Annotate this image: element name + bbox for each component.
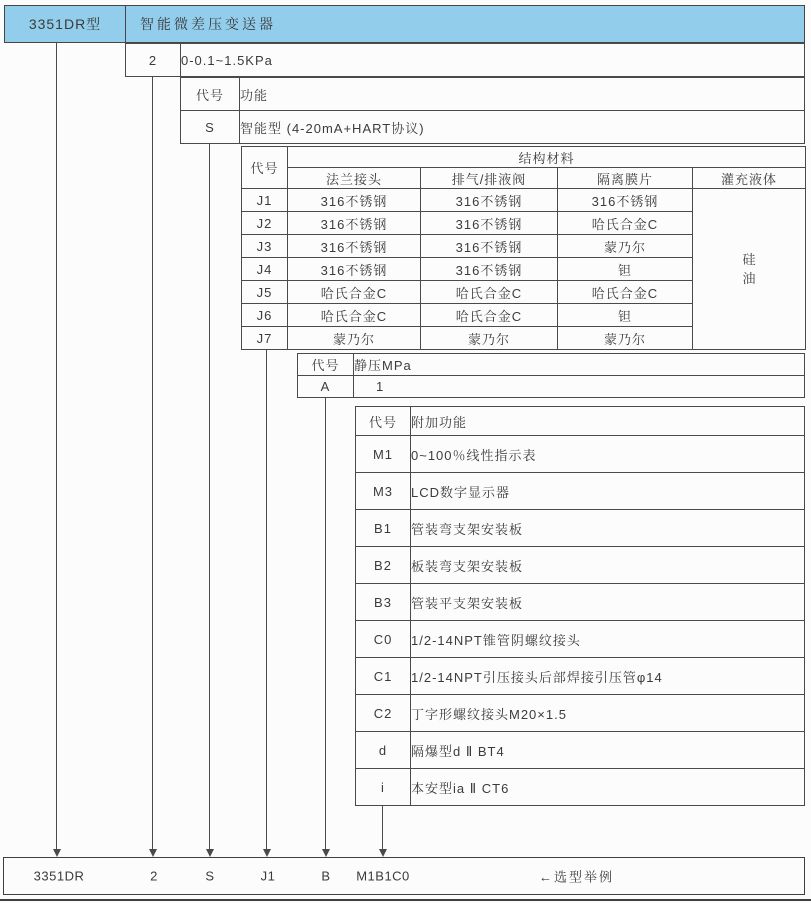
table-row: [181, 111, 805, 144]
addon-code: M3: [356, 473, 411, 510]
material-cell: 316不锈钢: [421, 235, 558, 258]
addon-code: M1: [356, 436, 411, 473]
arrow-down-icon: [206, 849, 214, 857]
arrow-down-icon: [263, 849, 271, 857]
table-row: [356, 658, 805, 695]
material-cell: 哈氏合金C: [558, 281, 693, 304]
addon-code: B3: [356, 584, 411, 621]
addon-code: B2: [356, 547, 411, 584]
material-cell: 哈氏合金C: [288, 281, 421, 304]
material-cell: 蒙乃尔: [558, 235, 693, 258]
addon-label: 管装平支架安装板: [411, 584, 805, 621]
materials-code-header: 代号: [242, 147, 288, 189]
material-cell: 316不锈钢: [288, 189, 421, 212]
material-cell: 316不锈钢: [421, 212, 558, 235]
materials-table: [241, 146, 806, 350]
fill-fluid-cell: [693, 189, 806, 350]
arrow-down-icon: [53, 849, 61, 857]
material-code: J1: [242, 189, 288, 212]
material-cell: 316不锈钢: [558, 189, 693, 212]
material-cell: 钽: [558, 258, 693, 281]
function-label: 智能型 (4-20mA+HART协议): [240, 111, 805, 144]
addon-code: C0: [356, 621, 411, 658]
example-model: 3351DR: [33, 868, 85, 884]
material-code: J4: [242, 258, 288, 281]
materials-group-header: 结构材料: [288, 147, 806, 168]
example-function-code: S: [205, 868, 215, 884]
material-code: J7: [242, 327, 288, 350]
function-table: [180, 77, 805, 144]
example-static-code: B: [321, 868, 331, 884]
material-cell: 哈氏合金C: [288, 304, 421, 327]
addon-label: 本安型ia Ⅱ CT6: [411, 769, 805, 806]
table-row: [356, 584, 805, 621]
material-code: J6: [242, 304, 288, 327]
connector-line-model: [56, 43, 57, 849]
table-row: [242, 147, 806, 168]
connector-line-static: [325, 397, 326, 849]
addon-code: B1: [356, 510, 411, 547]
materials-col-flange: 法兰接头: [288, 168, 421, 189]
table-row: [356, 732, 805, 769]
example-row: [3, 857, 805, 895]
addon-label-header: 附加功能: [411, 407, 805, 436]
connector-line-material: [266, 350, 267, 849]
material-cell: 蒙乃尔: [421, 327, 558, 350]
range-table: [125, 43, 805, 77]
material-cell: 316不锈钢: [288, 212, 421, 235]
table-row: [356, 695, 805, 732]
product-name: 智能微差压变送器: [140, 16, 276, 32]
table-row: [356, 547, 805, 584]
connector-line-addon: [382, 805, 383, 849]
materials-col-fill: 灌充液体: [693, 168, 806, 189]
addon-code: C2: [356, 695, 411, 732]
range-value: 0-0.1~1.5KPa: [181, 44, 805, 77]
material-code: J5: [242, 281, 288, 304]
material-cell: 316不锈钢: [421, 258, 558, 281]
addon-label: LCD数字显示器: [411, 473, 805, 510]
addon-table: [355, 406, 805, 806]
addon-code-header: 代号: [356, 407, 411, 436]
function-code-header: 代号: [181, 78, 240, 111]
addon-code: i: [356, 769, 411, 806]
material-cell: 哈氏合金C: [558, 212, 693, 235]
arrow-down-icon: [379, 849, 387, 857]
addon-label: 隔爆型d Ⅱ BT4: [411, 732, 805, 769]
table-row: [242, 168, 806, 189]
material-cell: 哈氏合金C: [421, 281, 558, 304]
material-cell: 316不锈钢: [421, 189, 558, 212]
fill-fluid-char: 硅: [742, 252, 756, 267]
material-cell: 钽: [558, 304, 693, 327]
table-row: [126, 44, 805, 77]
table-row: [181, 78, 805, 111]
static-code-header: 代号: [298, 354, 354, 376]
example-addon-codes: M1B1C0: [356, 868, 410, 884]
material-code: J3: [242, 235, 288, 258]
material-code: J2: [242, 212, 288, 235]
addon-label: 管装弯支架安装板: [411, 510, 805, 547]
material-cell: 蒙乃尔: [558, 327, 693, 350]
connector-line-function: [209, 143, 210, 849]
table-row: [356, 407, 805, 436]
example-material-code: J1: [260, 868, 276, 884]
addon-label: 丁字形螺纹接头M20×1.5: [411, 695, 805, 732]
addon-label: 板装弯支架安装板: [411, 547, 805, 584]
table-row: [356, 769, 805, 806]
static-label-header: 静压MPa: [354, 354, 805, 376]
range-code: 2: [126, 44, 181, 77]
table-row: [356, 473, 805, 510]
static-pressure-table: [297, 353, 805, 398]
model-number: 3351DR型: [5, 6, 126, 42]
addon-label: 0~100％线性指示表: [411, 436, 805, 473]
table-row: [356, 436, 805, 473]
material-cell: 316不锈钢: [288, 258, 421, 281]
table-row: [298, 354, 805, 376]
material-cell: 哈氏合金C: [421, 304, 558, 327]
fill-fluid-char: 油: [742, 271, 756, 286]
arrow-down-icon: [322, 849, 330, 857]
material-cell: 316不锈钢: [288, 235, 421, 258]
example-note: ←选型举例: [539, 869, 615, 885]
example-range-code: 2: [150, 868, 158, 884]
material-cell: 蒙乃尔: [288, 327, 421, 350]
materials-col-vent: 排气/排液阀: [421, 168, 558, 189]
static-value: 1: [354, 376, 805, 398]
static-code: A: [298, 376, 354, 398]
materials-col-diaphragm: 隔离膜片: [558, 168, 693, 189]
connector-line-range: [152, 76, 153, 849]
model-header-bar: [4, 5, 805, 43]
addon-code: d: [356, 732, 411, 769]
addon-code: C1: [356, 658, 411, 695]
addon-label: 1/2-14NPT锥管阴螺纹接头: [411, 621, 805, 658]
table-row: [356, 510, 805, 547]
function-label-header: 功能: [240, 78, 805, 111]
table-row: [242, 189, 806, 212]
function-code: S: [181, 111, 240, 144]
arrow-down-icon: [149, 849, 157, 857]
table-row: [298, 376, 805, 398]
page-bottom-rule: [0, 899, 811, 901]
table-row: [356, 621, 805, 658]
addon-label: 1/2-14NPT引压接头后部焊接引压管φ14: [411, 658, 805, 695]
